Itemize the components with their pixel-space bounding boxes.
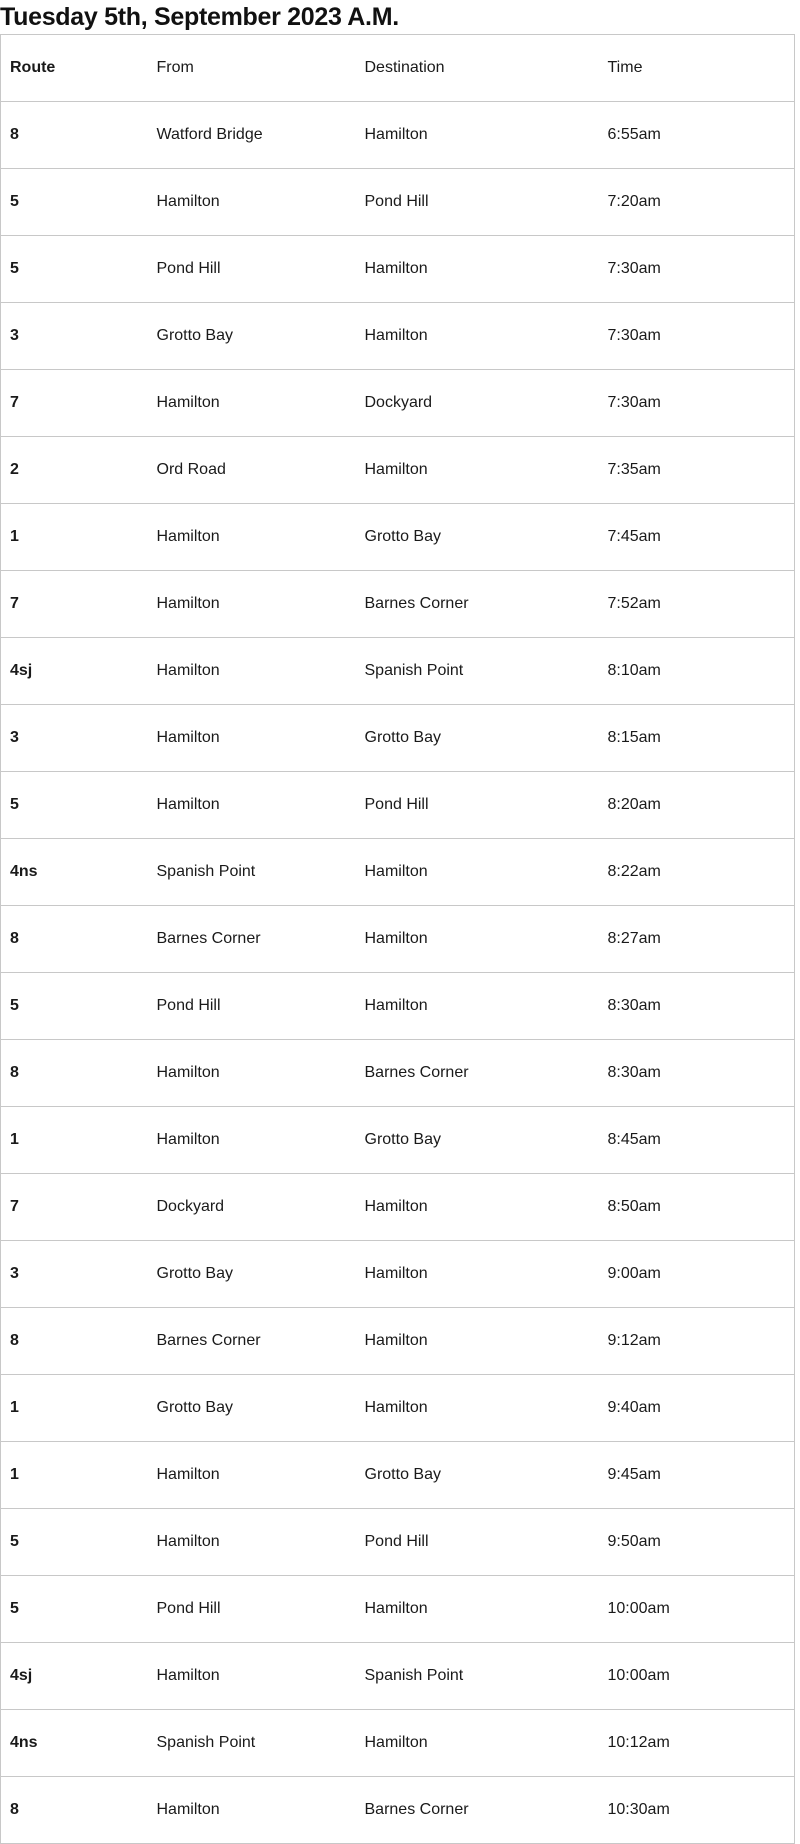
destination-cell: Grotto Bay [356,1107,599,1174]
destination-cell: Hamilton [356,1174,599,1241]
time-cell: 7:52am [599,571,795,638]
destination-cell: Pond Hill [356,169,599,236]
time-cell: 9:00am [599,1241,795,1308]
destination-cell: Barnes Corner [356,1777,599,1844]
time-cell: 7:30am [599,236,795,303]
table-row [1,1375,795,1442]
destination-cell: Hamilton [356,906,599,973]
time-cell: 8:30am [599,1040,795,1107]
table-row [1,1710,795,1777]
from-cell: Pond Hill [148,1576,356,1643]
route-cell: 2 [1,437,148,504]
table-row [1,1241,795,1308]
time-cell: 8:27am [599,906,795,973]
from-cell: Hamilton [148,1509,356,1576]
from-cell: Hamilton [148,1040,356,1107]
from-cell: Spanish Point [148,839,356,906]
table-row [1,1509,795,1576]
route-cell: 5 [1,169,148,236]
route-cell: 4ns [1,1710,148,1777]
time-cell: 9:40am [599,1375,795,1442]
table-row [1,1442,795,1509]
time-cell: 7:30am [599,303,795,370]
table-row [1,169,795,236]
table-row [1,1174,795,1241]
destination-cell: Grotto Bay [356,1442,599,1509]
from-cell: Hamilton [148,1643,356,1710]
destination-cell: Hamilton [356,1576,599,1643]
destination-cell: Pond Hill [356,772,599,839]
destination-cell: Hamilton [356,1710,599,1777]
time-cell: 10:00am [599,1576,795,1643]
from-cell: Hamilton [148,370,356,437]
table-row [1,1777,795,1844]
table-row [1,1576,795,1643]
destination-cell: Hamilton [356,102,599,169]
destination-cell: Spanish Point [356,638,599,705]
destination-cell: Grotto Bay [356,705,599,772]
table-row [1,1040,795,1107]
time-cell: 7:35am [599,437,795,504]
route-cell: 3 [1,1241,148,1308]
column-header-from: From [148,35,356,102]
route-cell: 5 [1,1576,148,1643]
table-row [1,1643,795,1710]
route-cell: 1 [1,1375,148,1442]
from-cell: Watford Bridge [148,102,356,169]
time-cell: 10:12am [599,1710,795,1777]
table-row [1,772,795,839]
from-cell: Spanish Point [148,1710,356,1777]
table-row [1,102,795,169]
time-cell: 6:55am [599,102,795,169]
route-cell: 8 [1,102,148,169]
destination-cell: Hamilton [356,1375,599,1442]
time-cell: 10:30am [599,1777,795,1844]
time-cell: 7:45am [599,504,795,571]
from-cell: Grotto Bay [148,303,356,370]
destination-cell: Barnes Corner [356,1040,599,1107]
time-cell: 8:15am [599,705,795,772]
table-row [1,973,795,1040]
destination-cell: Grotto Bay [356,504,599,571]
from-cell: Barnes Corner [148,1308,356,1375]
time-cell: 7:20am [599,169,795,236]
from-cell: Hamilton [148,1777,356,1844]
from-cell: Hamilton [148,169,356,236]
table-row [1,303,795,370]
destination-cell: Spanish Point [356,1643,599,1710]
time-cell: 8:22am [599,839,795,906]
destination-cell: Dockyard [356,370,599,437]
route-cell: 8 [1,1308,148,1375]
time-cell: 9:12am [599,1308,795,1375]
column-header-destination: Destination [356,35,599,102]
table-row [1,1308,795,1375]
time-cell: 8:10am [599,638,795,705]
destination-cell: Hamilton [356,1308,599,1375]
from-cell: Barnes Corner [148,906,356,973]
route-cell: 8 [1,1040,148,1107]
route-cell: 5 [1,236,148,303]
destination-cell: Hamilton [356,437,599,504]
table-row [1,705,795,772]
destination-cell: Pond Hill [356,1509,599,1576]
destination-cell: Hamilton [356,839,599,906]
destination-cell: Hamilton [356,973,599,1040]
route-cell: 4sj [1,1643,148,1710]
route-cell: 8 [1,1777,148,1844]
route-cell: 3 [1,705,148,772]
destination-cell: Hamilton [356,1241,599,1308]
route-cell: 1 [1,504,148,571]
table-row [1,638,795,705]
route-cell: 1 [1,1442,148,1509]
table-body [1,102,795,1844]
destination-cell: Hamilton [356,303,599,370]
time-cell: 7:30am [599,370,795,437]
table-header-row [1,35,795,102]
destination-cell: Barnes Corner [356,571,599,638]
route-cell: 7 [1,571,148,638]
time-cell: 8:20am [599,772,795,839]
time-cell: 8:50am [599,1174,795,1241]
route-cell: 5 [1,772,148,839]
from-cell: Grotto Bay [148,1241,356,1308]
route-cell: 5 [1,973,148,1040]
time-cell: 9:50am [599,1509,795,1576]
from-cell: Hamilton [148,1107,356,1174]
route-cell: 4ns [1,839,148,906]
table-row [1,906,795,973]
from-cell: Hamilton [148,504,356,571]
time-cell: 8:30am [599,973,795,1040]
route-cell: 7 [1,1174,148,1241]
table-row [1,236,795,303]
page-title: Tuesday 5th, September 2023 A.M. [0,3,399,31]
column-header-time: Time [599,35,795,102]
from-cell: Ord Road [148,437,356,504]
table-row [1,839,795,906]
from-cell: Hamilton [148,638,356,705]
from-cell: Dockyard [148,1174,356,1241]
table-row [1,1107,795,1174]
from-cell: Hamilton [148,772,356,839]
route-cell: 5 [1,1509,148,1576]
time-cell: 8:45am [599,1107,795,1174]
route-cell: 3 [1,303,148,370]
from-cell: Hamilton [148,1442,356,1509]
route-cell: 8 [1,906,148,973]
time-cell: 10:00am [599,1643,795,1710]
from-cell: Pond Hill [148,973,356,1040]
table-row [1,370,795,437]
from-cell: Hamilton [148,705,356,772]
route-cell: 4sj [1,638,148,705]
from-cell: Hamilton [148,571,356,638]
route-cell: 1 [1,1107,148,1174]
column-header-route: Route [1,35,148,102]
table-row [1,571,795,638]
table-row [1,504,795,571]
table-row [1,437,795,504]
bus-schedule-table [0,34,795,1844]
destination-cell: Hamilton [356,236,599,303]
from-cell: Grotto Bay [148,1375,356,1442]
route-cell: 7 [1,370,148,437]
time-cell: 9:45am [599,1442,795,1509]
from-cell: Pond Hill [148,236,356,303]
